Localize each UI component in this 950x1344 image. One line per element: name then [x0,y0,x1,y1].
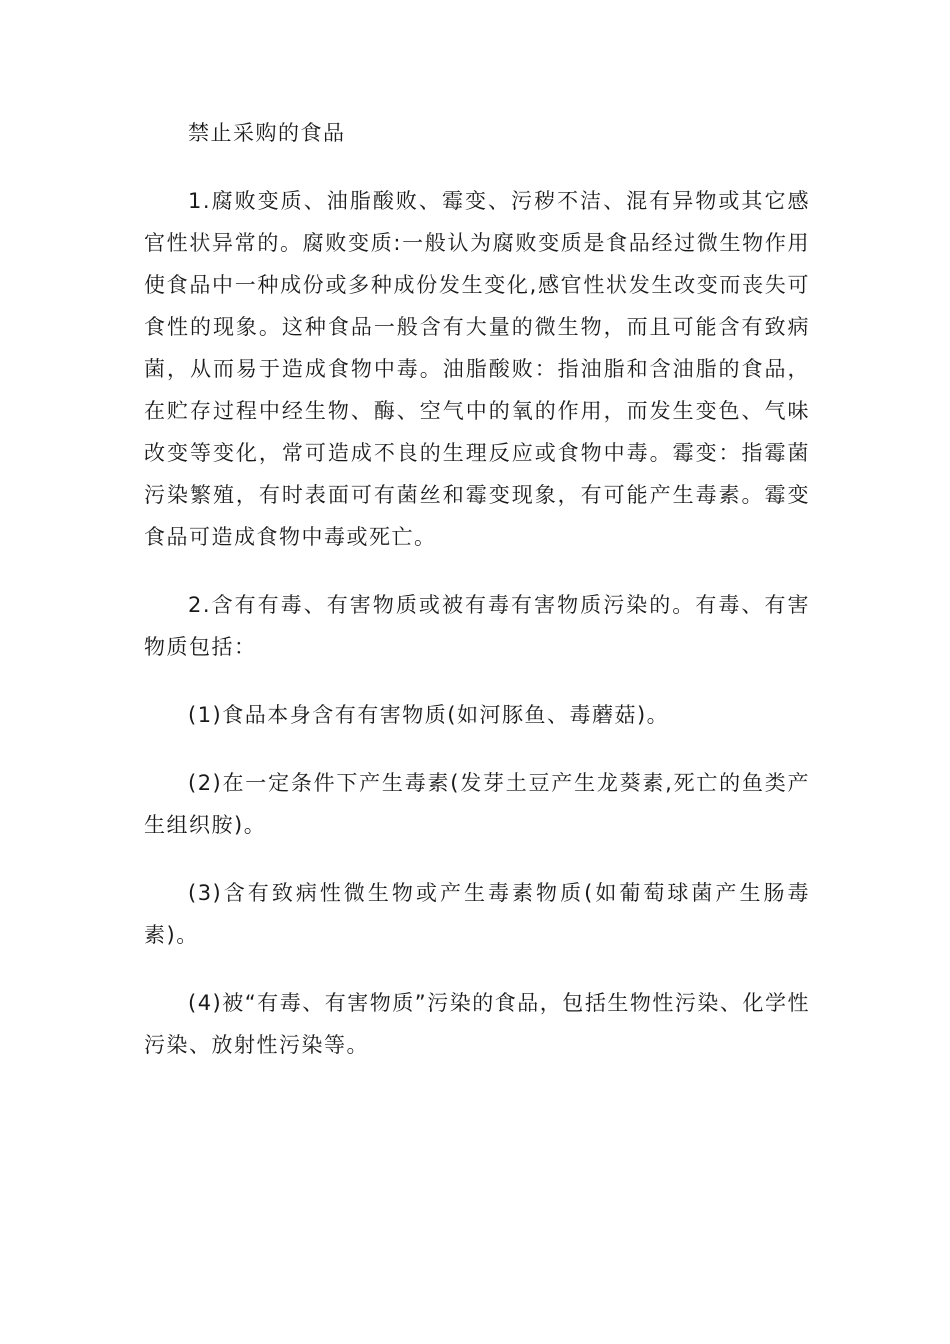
list-item-pathogens: (3)含有致病性微生物或产生毒素物质(如葡萄球菌产生肠毒素)。 [144,881,810,947]
paragraph-toxic-substances: 2.含有有毒、有害物质或被有毒有害物质污染的。有毒、有害物质包括： [144,593,810,659]
paragraph-spoiled-food: 1.腐败变质、油脂酸败、霉变、污秽不洁、混有异物或其它感官性状异常的。腐败变质:一般认为腐败变质是食品经过微生物作用使食品中一种成份或多种成份发生变化,感官性状发生改变而丧失可食性的现象。这种食品一般含有大量的微生物，而且可能含有致病菌，从而易于造成食物中毒。油脂酸败：指油脂和含油脂的食品，在贮存过程中经生物、酶、空气中的氧的作用，而发生变色、气味改变等变化，常可造成不良的生理反应或食物中毒。霉变：指霉菌污染繁殖，有时表面可有菌丝和霉变现象，有可能产生毒素。霉变食品可造成食物中毒或死亡。 [144,189,810,549]
list-item-conditional-toxins: (2)在一定条件下产生毒素(发芽土豆产生龙葵素,死亡的鱼类产生组织胺)。 [144,771,810,837]
document-title: 禁止采购的食品 [188,121,346,145]
list-item-contamination: (4)被“有毒、有害物质”污染的食品，包括生物性污染、化学性污染、放射性污染等。 [144,991,810,1057]
list-item-natural-toxins: (1)食品本身含有有害物质(如河豚鱼、毒蘑菇)。 [188,703,670,727]
document-body [144,112,810,1092]
